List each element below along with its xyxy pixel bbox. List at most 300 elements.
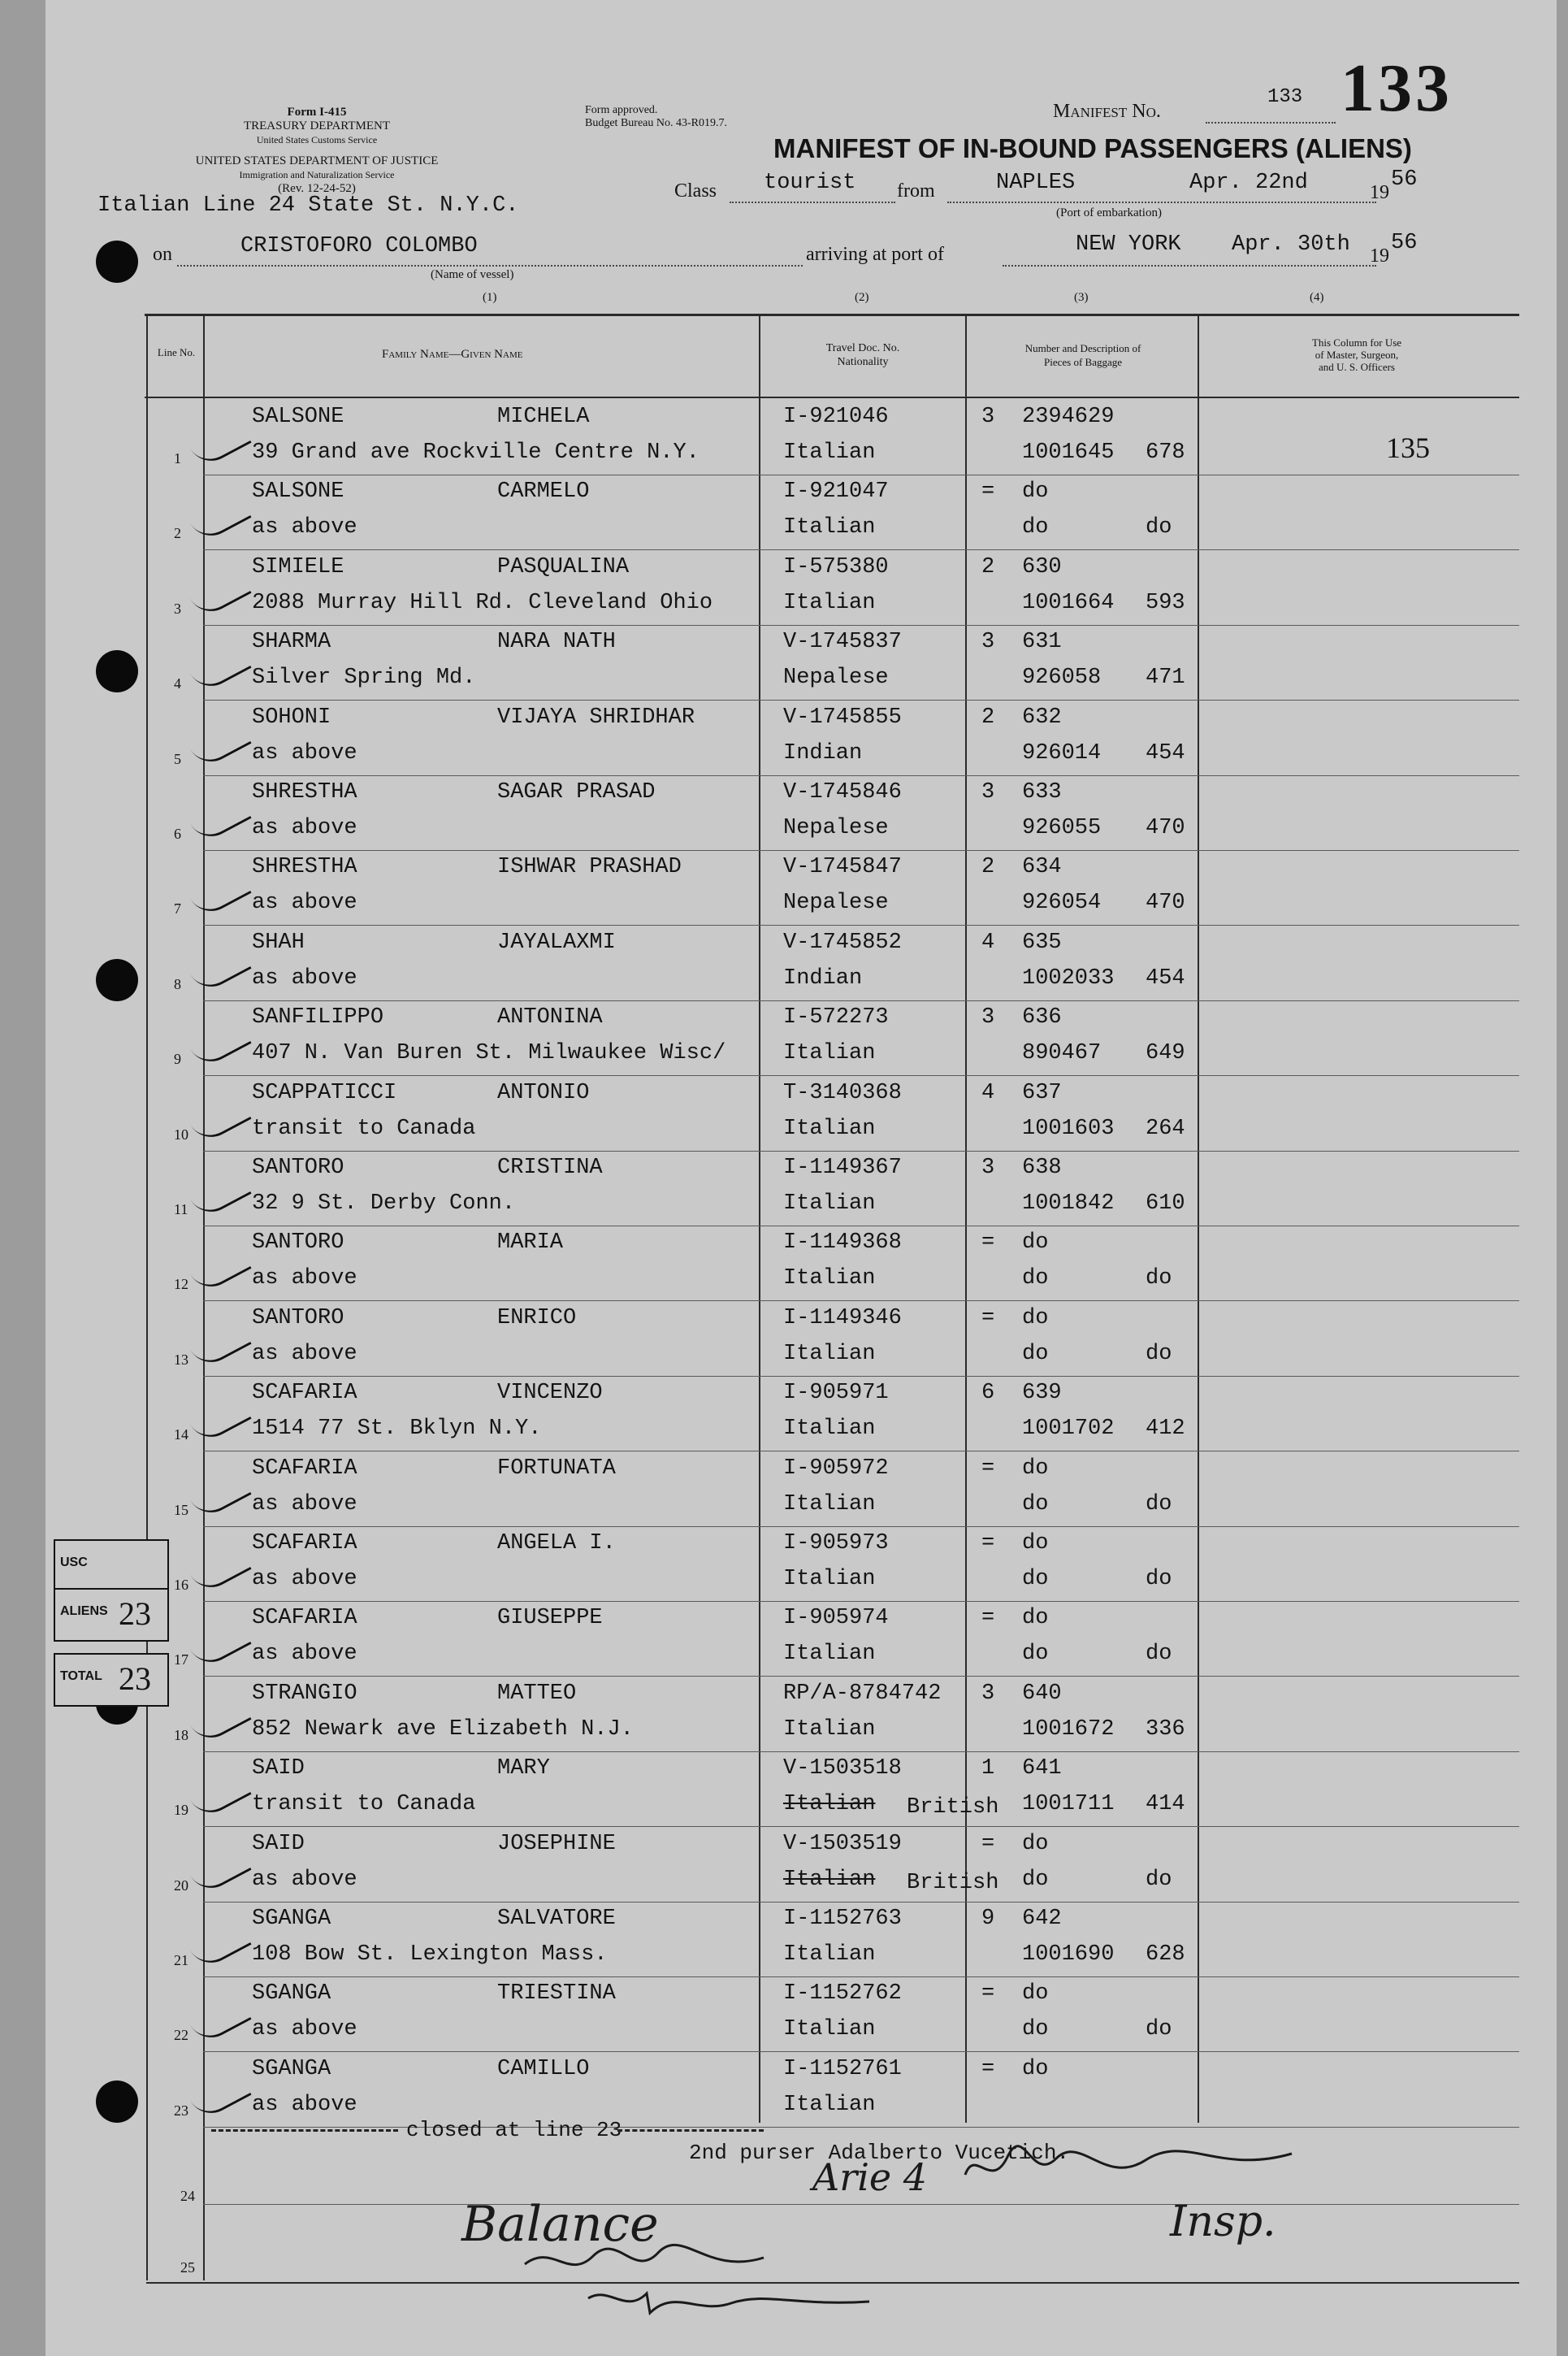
baggage-ticket: do xyxy=(1022,1642,1049,1666)
nationality: Italian xyxy=(783,1041,876,1065)
baggage-tag: do xyxy=(1022,1531,1049,1555)
line-number: 21 xyxy=(174,1952,188,1968)
line-number-24: 24 xyxy=(180,2188,195,2204)
row-rule xyxy=(203,1075,1519,1076)
line-number: 12 xyxy=(174,1276,188,1292)
line-number: 7 xyxy=(174,900,181,917)
address: as above xyxy=(252,2093,357,2117)
year-prefix-1: 19 xyxy=(1370,182,1389,203)
class-value: tourist xyxy=(764,171,856,195)
manifest-no-value: 133 xyxy=(1267,86,1303,108)
baggage-ticket: 1001672 xyxy=(1022,1717,1115,1742)
baggage-tag: 2394629 xyxy=(1022,405,1115,429)
baggage-weight: do xyxy=(1146,1642,1172,1666)
line-number: 16 xyxy=(174,1577,188,1593)
baggage-count: 2 xyxy=(981,855,995,879)
closed-note: closed at line 23 xyxy=(406,2118,622,2142)
given-name: CARMELO xyxy=(497,479,590,504)
stamp-aliens-label: ALIENS xyxy=(60,1604,108,1618)
on-label: on xyxy=(153,244,172,265)
given-name: VIJAYA SHRIDHAR xyxy=(497,705,695,730)
row-rule xyxy=(203,1601,1519,1602)
given-name: SAGAR PRASAD xyxy=(497,780,656,805)
baggage-weight: 454 xyxy=(1146,741,1185,766)
row-rule xyxy=(203,1902,1519,1903)
baggage-tag: do xyxy=(1022,1832,1049,1856)
line-number: 19 xyxy=(174,1802,188,1818)
officer-header-line1: This Column for Use xyxy=(1311,336,1402,349)
travel-doc-no: T-3140368 xyxy=(783,1081,902,1105)
ins-name: Immigration and Naturalization Service xyxy=(239,169,395,180)
year-prefix-2: 19 xyxy=(1370,245,1389,267)
baggage-tag: do xyxy=(1022,479,1049,504)
baggage-tag: 640 xyxy=(1022,1681,1062,1706)
handwritten-inspector: Insp. xyxy=(1170,2198,1276,2246)
baggage-tag: 638 xyxy=(1022,1156,1062,1180)
travel-doc-no: I-921046 xyxy=(783,405,889,429)
officer-header-line2: of Master, Surgeon, xyxy=(1315,349,1399,361)
baggage-weight: do xyxy=(1146,2017,1172,2041)
family-name: SCAFARIA xyxy=(252,1456,357,1481)
baggage-tag: 631 xyxy=(1022,630,1062,654)
col-num-2: (2) xyxy=(855,291,869,304)
baggage-weight: do xyxy=(1146,1266,1172,1291)
baggage-weight: 470 xyxy=(1146,816,1185,840)
stamp-total-value: 23 xyxy=(119,1660,151,1697)
baggage-weight: do xyxy=(1146,1492,1172,1516)
binder-hole xyxy=(96,241,138,283)
nationality: Italian xyxy=(783,1492,876,1516)
family-name: SGANGA xyxy=(252,2057,331,2081)
from-label: from xyxy=(897,180,935,202)
line-number: 11 xyxy=(174,1201,188,1217)
given-name: ISHWAR PRASHAD xyxy=(497,855,682,879)
col-header-doc xyxy=(764,341,962,369)
nationality: Italian xyxy=(783,1717,876,1742)
binder-hole xyxy=(96,650,138,692)
nationality: Italian xyxy=(783,1342,876,1366)
family-name: SOHONI xyxy=(252,705,331,730)
manifest-no-label: Manifest No. xyxy=(1053,101,1161,122)
officer-note: 135 xyxy=(1386,432,1430,464)
given-name: CAMILLO xyxy=(497,2057,590,2081)
binder-hole xyxy=(96,959,138,1001)
baggage-tag: do xyxy=(1022,1606,1049,1630)
baggage-count: 9 xyxy=(981,1907,995,1931)
travel-doc-no: I-1152761 xyxy=(783,2057,902,2081)
purser-note: 2nd purser Adalberto Vucetich. xyxy=(689,2141,1070,2165)
given-name: MARY xyxy=(497,1756,550,1781)
nationality: Italian xyxy=(783,1417,876,1441)
baggage-tag: do xyxy=(1022,1456,1049,1481)
family-name: SIMIELE xyxy=(252,555,344,579)
shipping-line: Italian Line 24 State St. N.Y.C. xyxy=(97,193,519,218)
given-name: ANGELA I. xyxy=(497,1531,616,1555)
treasury-dept: TREASURY DEPARTMENT xyxy=(243,119,391,132)
line-number: 17 xyxy=(174,1651,188,1668)
given-name: ANTONINA xyxy=(497,1005,603,1030)
address: as above xyxy=(252,1492,357,1516)
address: as above xyxy=(252,816,357,840)
baggage-count: 3 xyxy=(981,405,995,429)
line-number: 15 xyxy=(174,1502,188,1518)
baggage-weight: 414 xyxy=(1146,1792,1185,1816)
closing-dashes-right xyxy=(617,2129,764,2132)
baggage-ticket: 1001702 xyxy=(1022,1417,1115,1441)
baggage-count: = xyxy=(981,1832,995,1856)
baggage-count: = xyxy=(981,1456,995,1481)
form-number: Form I-415 xyxy=(287,106,347,119)
baggage-tag: 637 xyxy=(1022,1081,1062,1105)
travel-doc-no: I-905974 xyxy=(783,1606,889,1630)
class-rule xyxy=(730,202,895,203)
justice-block xyxy=(122,154,512,196)
nationality: Indian xyxy=(783,741,863,766)
name-col-rule xyxy=(759,314,760,2123)
baggage-tag: 642 xyxy=(1022,1907,1062,1931)
family-name: SCAPPATICCI xyxy=(252,1081,397,1105)
family-name: SHARMA xyxy=(252,630,331,654)
baggage-count: = xyxy=(981,2057,995,2081)
line-number: 5 xyxy=(174,751,181,767)
travel-doc-no: I-921047 xyxy=(783,479,889,504)
family-name: SGANGA xyxy=(252,1907,331,1931)
nationality: Italian xyxy=(783,1567,876,1591)
address: as above xyxy=(252,1642,357,1666)
address: as above xyxy=(252,741,357,766)
travel-doc-no: I-1149367 xyxy=(783,1156,902,1180)
travel-doc-no: V-1503518 xyxy=(783,1756,902,1781)
arrival-rule xyxy=(1003,265,1376,267)
baggage-ticket: 1001690 xyxy=(1022,1942,1115,1967)
given-name: JAYALAXMI xyxy=(497,931,616,955)
address: as above xyxy=(252,1342,357,1366)
baggage-weight: 593 xyxy=(1146,591,1185,615)
address: 407 N. Van Buren St. Milwaukee Wisc/ xyxy=(252,1041,726,1065)
stamp-total-label: TOTAL xyxy=(60,1669,102,1683)
baggage-tag: 633 xyxy=(1022,780,1062,805)
row-rule xyxy=(203,1300,1519,1301)
row-rule xyxy=(203,925,1519,926)
family-name: SANFILIPPO xyxy=(252,1005,384,1030)
baggage-count: = xyxy=(981,1981,995,2006)
bag-header-line1: Number and Description of xyxy=(1024,342,1141,354)
row-rule xyxy=(203,1000,1519,1001)
nationality: Nepalese xyxy=(783,891,889,915)
doc-col-rule xyxy=(965,314,967,2123)
address: as above xyxy=(252,891,357,915)
address: as above xyxy=(252,2017,357,2041)
family-name: SCAFARIA xyxy=(252,1381,357,1405)
baggage-ticket: 926058 xyxy=(1022,666,1102,690)
form-revision: (Rev. 12-24-52) xyxy=(278,182,356,195)
manifest-title: MANIFEST OF IN-BOUND PASSENGERS (ALIENS) xyxy=(773,133,1412,163)
baggage-weight: 412 xyxy=(1146,1417,1185,1441)
address: 39 Grand ave Rockville Centre N.Y. xyxy=(252,440,700,465)
nationality: Italian xyxy=(783,1642,876,1666)
family-name: SCAFARIA xyxy=(252,1531,357,1555)
baggage-weight: do xyxy=(1146,515,1172,540)
address: transit to Canada xyxy=(252,1117,476,1141)
baggage-tag: do xyxy=(1022,1306,1049,1330)
address: transit to Canada xyxy=(252,1792,476,1816)
customs-service: United States Customs Service xyxy=(256,134,378,145)
line-number: 4 xyxy=(174,675,181,692)
address: 852 Newark ave Elizabeth N.J. xyxy=(252,1717,634,1742)
given-name: ANTONIO xyxy=(497,1081,590,1105)
nationality: Nepalese xyxy=(783,816,889,840)
row-rule xyxy=(203,1526,1519,1527)
baggage-tag: do xyxy=(1022,1230,1049,1255)
handwritten-balance: Balance xyxy=(461,2196,659,2253)
row-rule xyxy=(203,1376,1519,1377)
col-header-name: Family Name—Given Name xyxy=(382,348,523,361)
inspector-signature xyxy=(959,2142,1300,2199)
col-header-baggage xyxy=(970,341,1196,369)
baggage-count: 2 xyxy=(981,555,995,579)
nationality-struck: Italian xyxy=(783,1868,876,1892)
baggage-tag: 639 xyxy=(1022,1381,1062,1405)
row-rule xyxy=(203,625,1519,626)
bag-header-line2: Pieces of Baggage xyxy=(1043,356,1123,368)
approved-line: Form approved. xyxy=(585,104,658,116)
baggage-ticket: do xyxy=(1022,1567,1049,1591)
col-num-4: (4) xyxy=(1310,291,1324,304)
line-number: 8 xyxy=(174,976,181,992)
line-number: 2 xyxy=(174,525,181,541)
arriving-label: arriving at port of xyxy=(806,244,944,265)
baggage-weight: 628 xyxy=(1146,1942,1185,1967)
family-name: SHRESTHA xyxy=(252,780,357,805)
baggage-ticket: 890467 xyxy=(1022,1041,1102,1065)
line-number: 9 xyxy=(174,1051,181,1067)
mark-scribble xyxy=(585,2282,877,2318)
row-rule xyxy=(203,1976,1519,1977)
form-id-block xyxy=(122,106,512,147)
line-number: 22 xyxy=(174,2027,188,2043)
baggage-ticket: do xyxy=(1022,2017,1049,2041)
address: 1514 77 St. Bklyn N.Y. xyxy=(252,1417,542,1441)
table-top-rule xyxy=(145,314,1519,316)
family-name: SHRESTHA xyxy=(252,855,357,879)
baggage-weight: do xyxy=(1146,1567,1172,1591)
stamp-aliens-box xyxy=(54,1588,169,1642)
travel-doc-no: I-1152763 xyxy=(783,1907,902,1931)
row-rule xyxy=(203,2127,1519,2128)
travel-doc-no: I-905972 xyxy=(783,1456,889,1481)
baggage-ticket: do xyxy=(1022,515,1049,540)
nationality: British xyxy=(907,1795,999,1820)
nationality: Italian xyxy=(783,515,876,540)
row-rule xyxy=(203,2204,1519,2205)
baggage-count: 4 xyxy=(981,1081,995,1105)
travel-doc-no: I-1149368 xyxy=(783,1230,902,1255)
travel-doc-no: I-572273 xyxy=(783,1005,889,1030)
given-name: MARIA xyxy=(497,1230,564,1255)
baggage-ticket: 1002033 xyxy=(1022,966,1115,991)
baggage-count: 3 xyxy=(981,780,995,805)
baggage-ticket: do xyxy=(1022,1492,1049,1516)
travel-doc-no: V-1745846 xyxy=(783,780,902,805)
baggage-ticket: do xyxy=(1022,1342,1049,1366)
address: as above xyxy=(252,1266,357,1291)
nationality: Italian xyxy=(783,2093,876,2117)
stamp-aliens-value: 23 xyxy=(119,1595,151,1632)
baggage-tag: 634 xyxy=(1022,855,1062,879)
address: as above xyxy=(252,1868,357,1892)
baggage-count: = xyxy=(981,1606,995,1630)
arrival-date: Apr. 30th xyxy=(1232,232,1350,257)
line-number: 6 xyxy=(174,826,181,842)
arrival-port: NEW YORK xyxy=(1076,232,1181,257)
address: 32 9 St. Derby Conn. xyxy=(252,1191,516,1216)
baggage-weight: 470 xyxy=(1146,891,1185,915)
baggage-weight: 471 xyxy=(1146,666,1185,690)
line-number: 20 xyxy=(174,1877,188,1894)
travel-doc-no: V-1745847 xyxy=(783,855,902,879)
family-name: SANTORO xyxy=(252,1306,344,1330)
baggage-count: 3 xyxy=(981,1156,995,1180)
travel-doc-no: I-905973 xyxy=(783,1531,889,1555)
given-name: FORTUNATA xyxy=(497,1456,616,1481)
nationality: British xyxy=(907,1871,999,1895)
officer-header-line3: and U. S. Officers xyxy=(1319,361,1395,373)
line-number: 23 xyxy=(174,2102,188,2119)
col-num-3: (3) xyxy=(1074,291,1089,304)
row-rule xyxy=(203,700,1519,701)
given-name: NARA NATH xyxy=(497,630,616,654)
given-name: PASQUALINA xyxy=(497,555,630,579)
travel-doc-no: V-1745852 xyxy=(783,931,902,955)
address: 108 Bow St. Lexington Mass. xyxy=(252,1942,608,1967)
stamp-usc-box xyxy=(54,1539,169,1593)
budget-line: Budget Bureau No. 43-R019.7. xyxy=(585,117,727,129)
vessel-name: CRISTOFORO COLOMBO xyxy=(240,234,478,258)
doc-header-line2: Nationality xyxy=(837,356,889,368)
family-name: SALSONE xyxy=(252,405,344,429)
address: as above xyxy=(252,515,357,540)
baggage-count: = xyxy=(981,1230,995,1255)
given-name: ENRICO xyxy=(497,1306,577,1330)
col-header-lineno: Line No. xyxy=(157,346,196,358)
row-rule xyxy=(203,850,1519,851)
baggage-tag: do xyxy=(1022,2057,1049,2081)
given-name: GIUSEPPE xyxy=(497,1606,603,1630)
baggage-ticket: 1001645 xyxy=(1022,440,1115,465)
given-name: CRISTINA xyxy=(497,1156,603,1180)
family-name: SHAH xyxy=(252,931,305,955)
baggage-count: 1 xyxy=(981,1756,995,1781)
line-number: 1 xyxy=(174,450,181,466)
nationality: Italian xyxy=(783,440,876,465)
address: as above xyxy=(252,1567,357,1591)
travel-doc-no: I-905971 xyxy=(783,1381,889,1405)
row-rule xyxy=(203,1751,1519,1752)
row-rule xyxy=(203,1826,1519,1827)
family-name: SANTORO xyxy=(252,1156,344,1180)
nationality: Italian xyxy=(783,2017,876,2041)
doc-header-line1: Travel Doc. No. xyxy=(825,342,900,354)
stamp-usc-label: USC xyxy=(60,1555,88,1569)
baggage-weight: 454 xyxy=(1146,966,1185,991)
baggage-count: = xyxy=(981,479,995,504)
travel-doc-no: I-1152762 xyxy=(783,1981,902,2006)
baggage-ticket: 926055 xyxy=(1022,816,1102,840)
baggage-weight: 678 xyxy=(1146,440,1185,465)
manifest-no-rule xyxy=(1206,122,1336,124)
line-number: 18 xyxy=(174,1727,188,1743)
vessel-caption: (Name of vessel) xyxy=(431,268,514,281)
line-number: 10 xyxy=(174,1126,188,1143)
baggage-ticket: 1001711 xyxy=(1022,1792,1115,1816)
baggage-ticket: 926054 xyxy=(1022,891,1102,915)
given-name: VINCENZO xyxy=(497,1381,603,1405)
baggage-tag: 630 xyxy=(1022,555,1062,579)
baggage-ticket: 926014 xyxy=(1022,741,1102,766)
baggage-ticket: do xyxy=(1022,1266,1049,1291)
family-name: SGANGA xyxy=(252,1981,331,2006)
table-header-rule xyxy=(145,397,1519,398)
address: as above xyxy=(252,966,357,991)
baggage-tag: 635 xyxy=(1022,931,1062,955)
margin-rule xyxy=(146,314,148,2280)
row-rule xyxy=(203,1151,1519,1152)
signature-scribble xyxy=(959,2142,1300,2199)
line-number: 13 xyxy=(174,1352,188,1368)
row-rule xyxy=(203,1676,1519,1677)
travel-doc-no: V-1745837 xyxy=(783,630,902,654)
handwritten-mark xyxy=(585,2282,877,2318)
page-stamp-number: 133 xyxy=(1341,50,1453,126)
binder-hole xyxy=(96,2080,138,2123)
baggage-count: 3 xyxy=(981,1681,995,1706)
nationality: Italian xyxy=(783,1266,876,1291)
line-number: 14 xyxy=(174,1426,188,1443)
baggage-ticket: 1001842 xyxy=(1022,1191,1115,1216)
nationality: Italian xyxy=(783,1191,876,1216)
nationality: Nepalese xyxy=(783,666,889,690)
baggage-ticket: 1001603 xyxy=(1022,1117,1115,1141)
row-rule xyxy=(203,2051,1519,2052)
travel-doc-no: V-1745855 xyxy=(783,705,902,730)
travel-doc-no: V-1503519 xyxy=(783,1832,902,1856)
arrival-year: 56 xyxy=(1391,231,1418,255)
baggage-count: 4 xyxy=(981,931,995,955)
col-num-1: (1) xyxy=(483,291,497,304)
baggage-ticket: do xyxy=(1022,1868,1049,1892)
baggage-ticket: 1001664 xyxy=(1022,591,1115,615)
row-rule xyxy=(203,549,1519,550)
baggage-weight: 649 xyxy=(1146,1041,1185,1065)
family-name: STRANGIO xyxy=(252,1681,357,1706)
baggage-tag: 632 xyxy=(1022,705,1062,730)
col-header-officers xyxy=(1202,336,1511,373)
class-label: Class xyxy=(674,180,717,202)
family-name: SCAFARIA xyxy=(252,1606,357,1630)
port-embark-caption: (Port of embarkation) xyxy=(1056,206,1162,219)
given-name: MATTEO xyxy=(497,1681,577,1706)
nationality: Italian xyxy=(783,591,876,615)
embark-year: 56 xyxy=(1391,167,1418,192)
baggage-weight: 610 xyxy=(1146,1191,1185,1216)
baggage-weight: do xyxy=(1146,1868,1172,1892)
baggage-count: 6 xyxy=(981,1381,995,1405)
baggage-weight: 264 xyxy=(1146,1117,1185,1141)
line-number: 3 xyxy=(174,601,181,617)
address: 2088 Murray Hill Rd. Cleveland Ohio xyxy=(252,591,713,615)
given-name: MICHELA xyxy=(497,405,590,429)
nationality: Indian xyxy=(783,966,863,991)
